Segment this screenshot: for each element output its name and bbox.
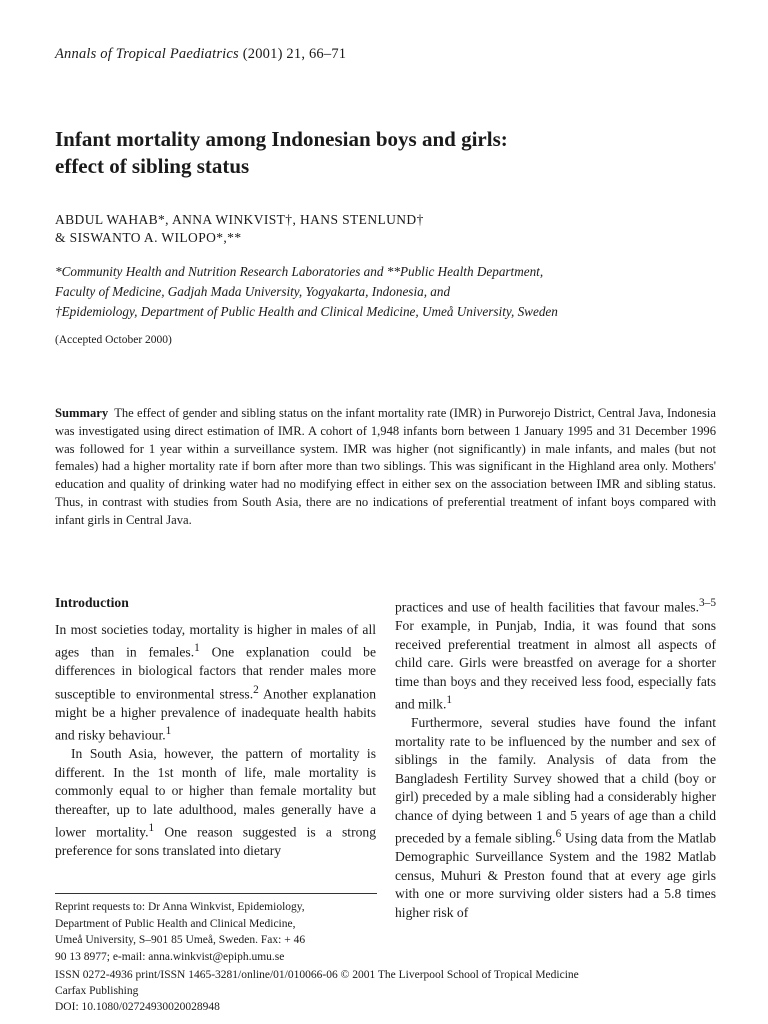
journal-citation: (2001) 21, 66–71 [242,46,347,62]
footnote-divider [55,893,377,894]
left-column [55,594,376,861]
affiliation-line-1: *Community Health and Nutrition Research Laboratories and **Public Health Department, [55,264,544,279]
introduction-heading: Introduction [55,595,129,610]
author-line-2: & SISWANTO A. WILOPO*,** [55,230,242,245]
reprint-line-3: Umeå University, S–901 85 Umeå, Sweden. Fax: + 46 [55,934,306,946]
reprint-line-2: Department of Public Health and Clinical Medicine, [55,917,296,930]
affiliations [55,262,735,322]
accepted-date: (Accepted October 2000) [55,334,172,346]
right-paragraph-2: Furthermore, several studies have found the infant mortality rate to be influenced by the number and sex of siblings in the family. Analysis of data from the Bangladesh Fertility Survey showed that a child (boy or girl) preceded by a male sibling had a considerably higher chance of dying between 1 and 5 years of age than a child preceded by a female sibling.$^6$ Using data from the Matlab Demographic Surveillance System and the 1982 Matlab census, Muhuri & Preston found that at every age girls with one or more surviving older sisters had a 5.8 times higher risk of [395,715,716,920]
publisher-line: Carfax Publishing [55,985,139,997]
issn-line: ISSN 0272-4936 print/ISSN 1465-3281/online/01/010066-06 © 2001 The Liverpool School of Tropical Medicine [55,969,579,981]
journal-header [55,46,346,63]
affiliation-line-3: †Epidemiology, Department of Public Health and Clinical Medicine, Umeå University, Sweden [55,304,558,319]
paper-title-line-1: Infant mortality among Indonesian boys and girls: [55,127,508,151]
intro-paragraph-2: In South Asia, however, the pattern of mortality is different. In the 1st month of life, male mortality is commonly equal to or higher than female mortality but thereafter, up to late adulthood, males generally have a lower mortality.$^1$ One reason suggested is a strong preference for sons translated into dietary [55,746,377,859]
right-column [395,594,716,922]
summary-text: The effect of gender and sibling status on the infant mortality rate (IMR) in Purworejo District, Central Java, Indonesia was investigated using direct estimation of IMR. A cohort of 1,948 infants born between 1 January 1995 and 31 December 1996 was followed for 1 year within a surveillance system. IMR was higher (not significantly) in male infants, and males (but not females) had a higher mortality rate if born after more than two siblings. This was significant in the Highland area only. Mothers' education and quality of drinking water had no modifying effect in either sex on the association between IMR and sibling status. Thus, in contrast with studies from South Asia, there are no indications of preferential treatment of infant boys compared with infant girls in Central Java. [55,406,716,527]
affiliation-line-2: Faculty of Medicine, Gadjah Mada University, Yogyakarta, Indonesia, and [55,284,451,299]
reprint-line-1: Reprint requests to: Dr Anna Winkvist, Epidemiology, [55,901,305,913]
doi-line: DOI: 10.1080/02724930020028948 [55,1001,220,1013]
summary-label: Summary [55,406,109,420]
intro-paragraph-1: In most societies today, mortality is higher in males of all ages than in females.$^1$ One explanation could be differences in biological factors that render males more susceptible to environmental stress.$^2$ Another explanation might be a higher prevalence of inadequate health habits and risky behaviour.$^1$ [55,621,376,743]
paper-title [55,126,715,180]
reprint-line-4: 90 13 8977; e-mail: anna.winkvist@epiph.umu.se [55,950,285,963]
reprint-requests [55,899,377,965]
right-paragraph-1: practices and use of health facilities that favour males.$^{3-5}$ For example, in Punjab, India, it was found that sons received preferential treatment in almost all aspects of child care. Girls were breastfed on average for a shorter time than boys and they received less food, especially fats and milk.$^1$ [395,597,716,712]
paper-title-line-2: effect of sibling status [55,154,250,178]
author-list [55,211,715,247]
journal-name: Annals of Tropical Paediatrics [55,46,239,62]
author-line-1: ABDUL WAHAB*, ANNA WINKVIST†, HANS STENLUND† [55,212,424,227]
page-footer [55,967,735,1015]
summary-abstract [55,405,716,530]
